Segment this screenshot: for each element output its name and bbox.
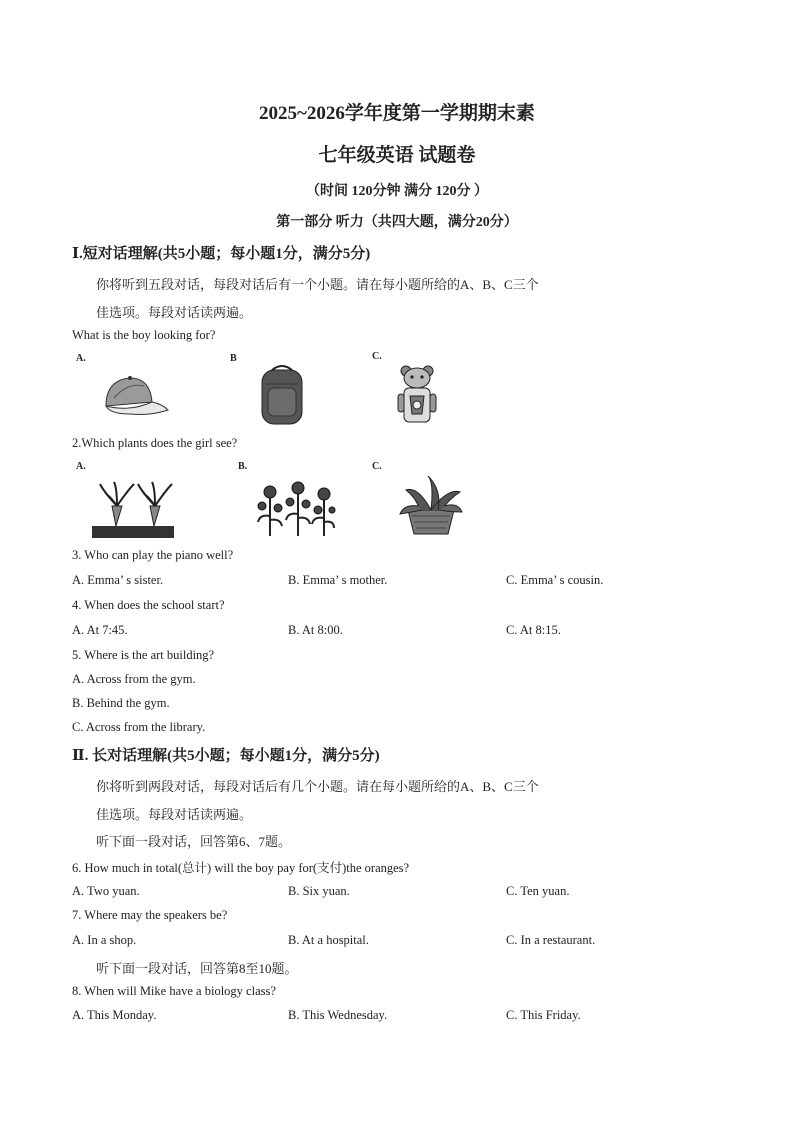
q7-option-a[interactable]: A. In a shop. <box>72 933 137 947</box>
exam-title: 2025~2026学年度第一学期期末素 <box>259 103 535 124</box>
q2-label-b: B. <box>238 461 248 472</box>
section1-instruction-cont: 佳选项。每段对话读两遍。 <box>96 305 253 320</box>
time-info: （时间 120分钟 满分 120分 ） <box>306 184 488 199</box>
q7-option-b[interactable]: B. At a hospital. <box>288 933 369 947</box>
flower-plants-image <box>252 480 336 538</box>
q8-option-a[interactable]: A. This Monday. <box>72 1008 157 1022</box>
q2-label-c: C. <box>372 461 382 472</box>
q8-option-b[interactable]: B. This Wednesday. <box>288 1008 388 1022</box>
cap-image <box>100 372 172 416</box>
question-7: 7. Where may the speakers be? <box>72 908 228 922</box>
q6-option-b[interactable]: B. Six yuan. <box>288 884 350 898</box>
section2-heading: Ⅱ. 长对话理解(共5小题；每小题1分，满分5分) <box>72 748 380 764</box>
q4-option-a[interactable]: A. At 7:45. <box>72 623 128 637</box>
q7-option-c[interactable]: C. In a restaurant. <box>506 933 596 947</box>
question-3: 3. Who can play the piano well? <box>72 548 234 562</box>
bear-bottle-image <box>396 364 438 426</box>
potted-plant-image <box>398 476 464 536</box>
section1-instruction: 你将听到五段对话，每段对话后有一个小题。请在每小题所给的A、B、C三个 <box>96 277 539 292</box>
question-4: 4. When does the school start? <box>72 598 225 612</box>
question-5: 5. Where is the art building? <box>72 648 215 662</box>
q5-option-c[interactable]: C. Across from the library. <box>72 720 206 734</box>
q3-option-b[interactable]: B. Emma’ s mother. <box>288 573 388 587</box>
question-1: What is the boy looking for? <box>72 328 216 342</box>
q5-option-a[interactable]: A. Across from the gym. <box>72 672 196 686</box>
question-8: 8. When will Mike have a biology class? <box>72 984 276 998</box>
section2-instruction-cont: 佳选项。每段对话读两遍。 <box>96 807 253 822</box>
q6-option-a[interactable]: A. Two yuan. <box>72 884 140 898</box>
dialog2-note: 听下面一段对话，回答第8至10题。 <box>96 961 298 976</box>
q4-option-b[interactable]: B. At 8:00. <box>288 623 343 637</box>
q3-option-c[interactable]: C. Emma’ s cousin. <box>506 573 604 587</box>
q3-option-a[interactable]: A. Emma’ s sister. <box>72 573 164 587</box>
backpack-image <box>258 364 306 426</box>
q5-option-b[interactable]: B. Behind the gym. <box>72 696 170 710</box>
exam-subtitle: 七年级英语 试题卷 <box>318 145 476 166</box>
dialog1-note: 听下面一段对话，回答第6、7题。 <box>96 834 292 849</box>
question-2: 2.Which plants does the girl see? <box>72 436 238 450</box>
q4-option-c[interactable]: C. At 8:15. <box>506 623 561 637</box>
part-heading: 第一部分 听力（共四大题，满分20分） <box>276 215 518 230</box>
q1-label-a: A. <box>76 353 86 364</box>
carrot-plants-image <box>92 480 174 538</box>
q6-option-c[interactable]: C. Ten yuan. <box>506 884 570 898</box>
q1-label-b: B <box>230 353 237 364</box>
q2-label-a: A. <box>76 461 86 472</box>
q1-label-c: C. <box>372 351 382 362</box>
q8-option-c[interactable]: C. This Friday. <box>506 1008 581 1022</box>
section1-heading: Ⅰ.短对话理解(共5小题；每小题1分，满分5分) <box>72 246 371 262</box>
section2-instruction: 你将听到两段对话，每段对话后有几个小题。请在每小题所给的A、B、C三个 <box>96 779 539 794</box>
question-6: 6. How much in total(总计) will the boy pay for(支付)the oranges? <box>72 861 410 875</box>
